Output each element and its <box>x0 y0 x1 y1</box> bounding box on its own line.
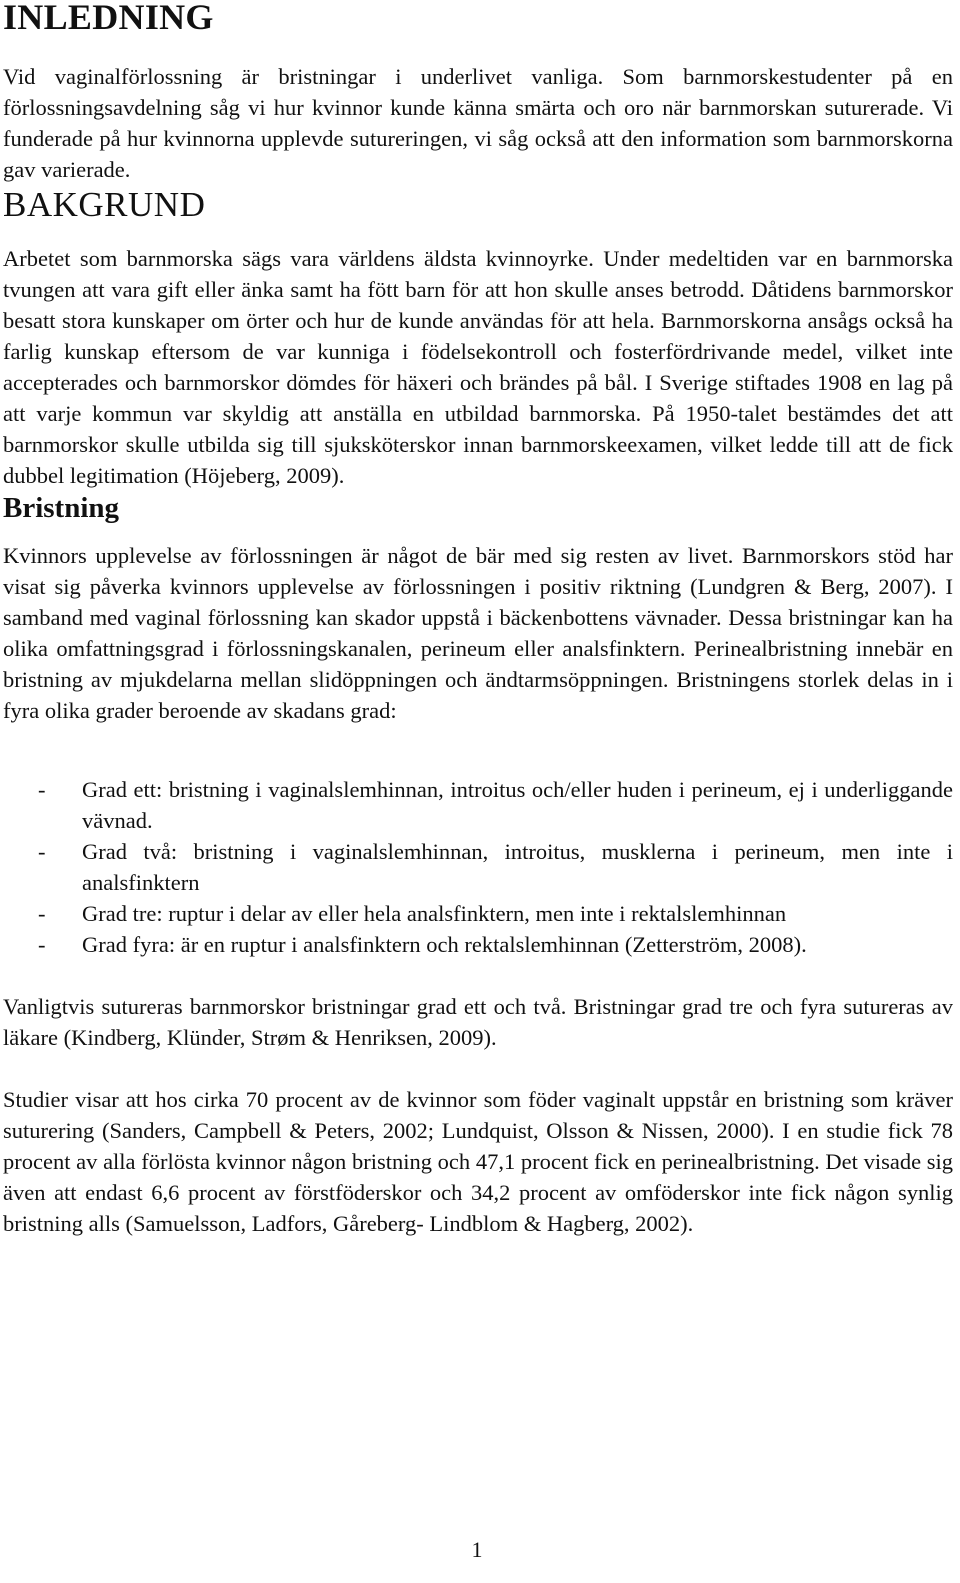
bristning-paragraph: Kvinnors upplevelse av förlossningen är något de bär med sig resten av livet. Barnmorskors stöd har visat sig påverka kvinnors upplevelse av förlossningen i positiv riktning (Lundgren & Berg, 2007). I samband med vaginal förlossning kan skador uppstå i bäckenbottens vävnader. Dessa bristningar kan ha olika omfattningsgrad i förlossningskanalen, perineum eller analsfinktern. Perinealbristning innebär en bristning av mjukdelarna mellan slidöppningen och ändtarmsöppningen. Bristningens storlek delas in i fyra olika grader beroende av skadans grad: <box>3 543 953 723</box>
suturing-paragraph: Vanligtvis sutureras barnmorskor bristningar grad ett och två. Bristningar grad tre och fyra sutureras av läkare (Kindberg, Klünder, Strøm & Henriksen, 2009). <box>3 994 953 1050</box>
list-item <box>3 929 953 960</box>
list-item <box>3 898 953 929</box>
list-dash: - <box>38 901 46 926</box>
intro-paragraph: Vid vaginalförlossning är bristningar i underlivet vanliga. Som barnmorskestudenter på en förlossningsavdelning såg vi hur kvinnor kunde känna smärta och oro när barnmorskan suturerade. Vi funderade på hur kvinnorna upplevde sutureringen, vi såg också att den information som barnmorskorna gav varierade. <box>3 64 953 182</box>
grade-list <box>3 774 953 960</box>
list-dash: - <box>38 932 46 957</box>
intro-heading: INLEDNING <box>3 0 214 37</box>
grade-text: Grad tre: ruptur i delar av eller hela analsfinktern, men inte i rektalslemhinnan <box>82 901 787 926</box>
list-item <box>3 836 953 898</box>
document-page <box>3 0 953 1239</box>
studies-paragraph: Studier visar att hos cirka 70 procent av de kvinnor som föder vaginalt uppstår en bristning som kräver suturering (Sanders, Campbell & Peters, 2002; Lundquist, Olsson & Nissen, 2000). I en studie fick 78 procent av alla förlösta kvinnor någon bristning och 47,1 procent fick en perinealbristning. Det visade sig även att endast 6,6 procent av förstföderskor och 34,2 procent av omföderskor inte fick någon synlig bristning alls (Samuelsson, Ladfors, Gåreberg- Lindblom & Hagberg, 2002). <box>3 1087 953 1236</box>
grade-text: Grad två: bristning i vaginalslemhinnan, introitus, musklerna i perineum, men inte i analsfinktern <box>82 839 953 895</box>
bristning-heading: Bristning <box>3 492 120 524</box>
grade-text: Grad fyra: är en ruptur i analsfinktern och rektalslemhinnan (Zetterström, 2008). <box>82 932 807 957</box>
list-item <box>3 774 953 836</box>
background-heading: BAKGRUND <box>3 185 206 224</box>
list-dash: - <box>38 839 46 864</box>
page-number: 1 <box>471 1537 483 1562</box>
list-dash: - <box>38 777 46 802</box>
background-paragraph: Arbetet som barnmorska sägs vara världens äldsta kvinnoyrke. Under medeltiden var en barnmorska tvungen att vara gift eller änka samt ha fött barn för att hon skulle anses betrodd. Dåtidens barnmorskor besatt stora kunskaper om örter och hur de kunde användas för att hela. Barnmorskorna ansågs också ha farlig kunskap eftersom de var kunniga i födelsekontroll och fosterfördrivande medel, vilket inte accepterades och barnmorskor dömdes för häxeri och brändes på bål. I Sverige stiftades 1908 en lag på att varje kommun var skyldig att anställa en utbildad barnmorska. På 1950-talet bestämdes det att barnmorskor skulle utbilda sig till sjuksköterskor innan barnmorskeexamen, vilket ledde till att de fick dubbel legitimation (Höjeberg, 2009). <box>3 246 953 488</box>
grade-text: Grad ett: bristning i vaginalslemhinnan, introitus och/eller huden i perineum, ej i underliggande vävnad. <box>82 777 953 833</box>
